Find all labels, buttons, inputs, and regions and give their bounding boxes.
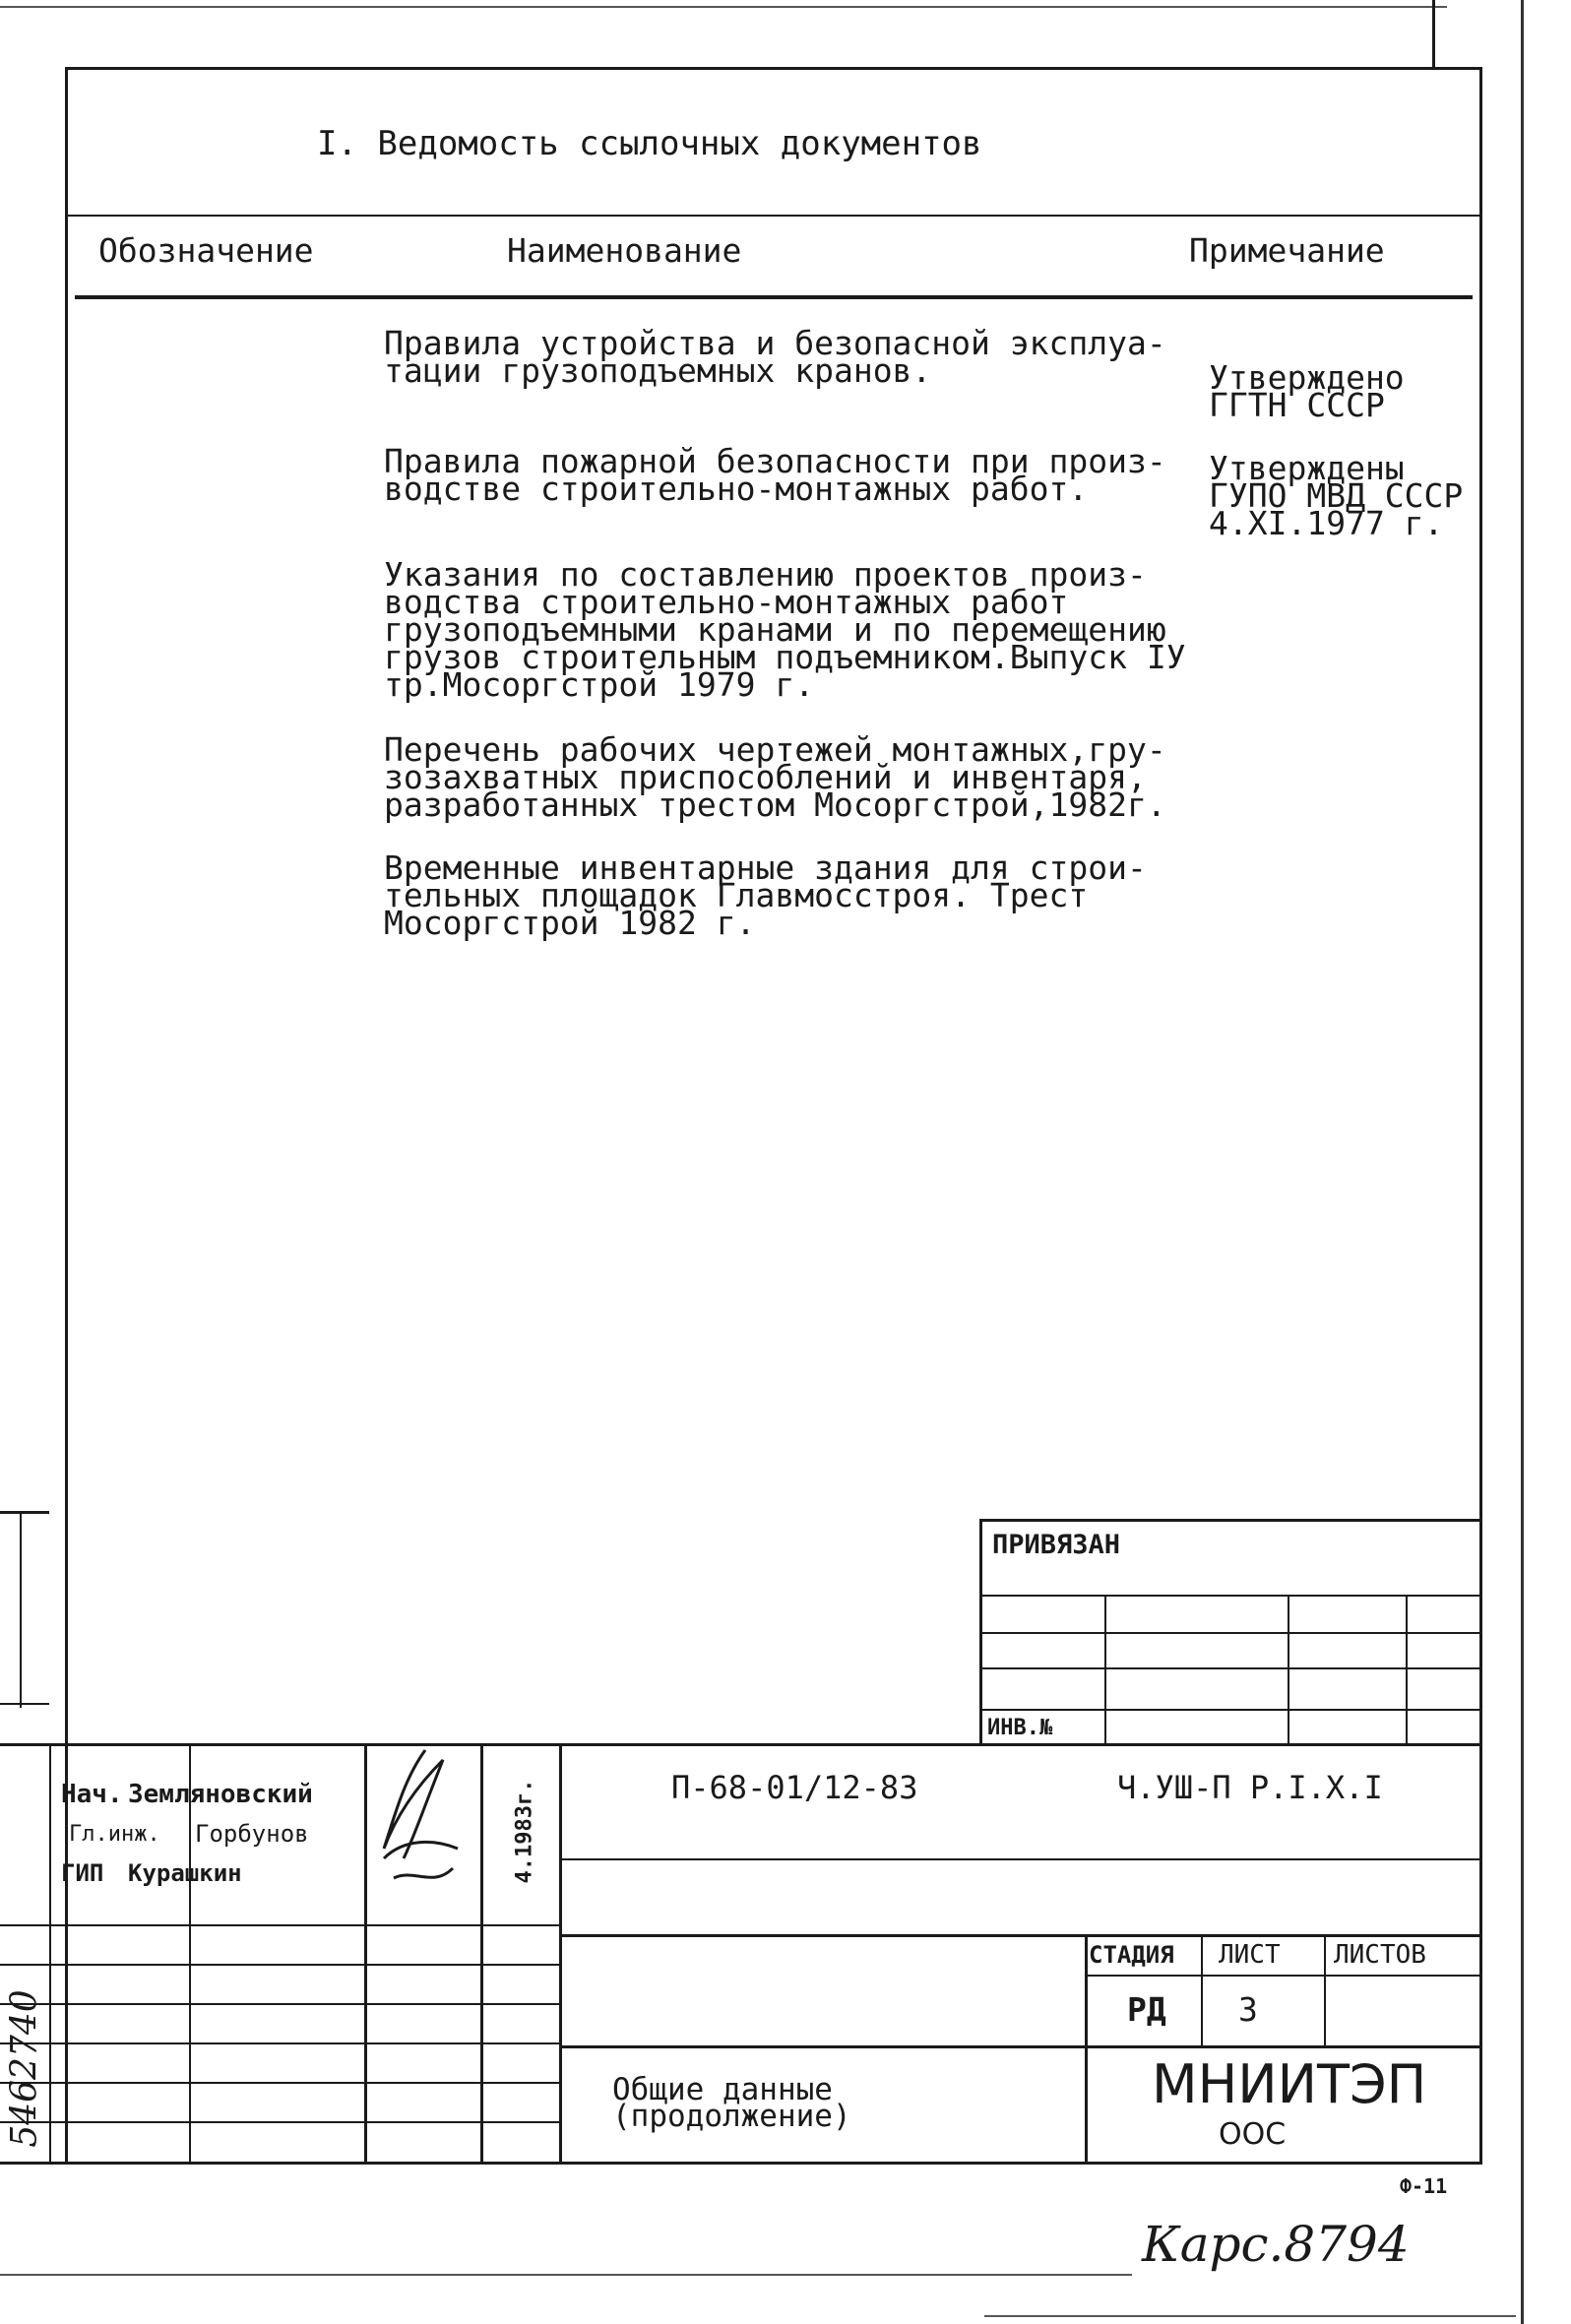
scan-edge-right-2 [1521,0,1524,2324]
left-strip-line-2 [0,1703,49,1705]
person-1: Земляновский [128,1780,313,1809]
header-rule-bottom [75,295,1473,299]
sheets-label: ЛИСТОВ [1334,1940,1426,1970]
page-title: I. Ведомость ссылочных документов [317,124,982,163]
project-part: Ч.УШ-П Р.I.Х.I [1117,1769,1383,1806]
header-designation: Обозначение [98,231,314,270]
form-code: Ф-11 [1400,2174,1448,2198]
row-5-name: Временные инвентарные здания для строи- тельных площадок Главмосстроя. Трест Мосоргстрой 1982 г. [384,848,1147,942]
drawing-title: Общие данные (продолжение) [612,2072,851,2134]
sheet-value: 3 [1238,1990,1258,2029]
row-3-name: Указания по составлению проектов произ- водства строительно-монтажных работ грузоподъемными кранами и по перемещению грузов строительным подъемником.Выпуск IУ тр.Мосоргстрой 1979 г. [384,555,1186,704]
inv-label: ИНВ.№ [987,1716,1053,1740]
left-strip-line [0,1511,49,1514]
person-3: Курашкин [128,1859,242,1887]
header-note: Примечание [1189,231,1385,270]
stamp-date: 4.1983г. [512,1779,537,1884]
scan-edge-bottom-2 [984,2315,1516,2317]
row-1-note: Утверждено ГГТН СССР [1209,358,1405,424]
signature [364,1740,480,1923]
sheet-label: ЛИСТ [1219,1940,1281,1970]
left-strip-line-3 [20,1511,22,1708]
role-3: ГИП [61,1859,104,1887]
handwritten-note: Карс.8794 [1142,2216,1410,2273]
scan-edge-bottom [0,2274,1132,2276]
scan-edge-right [1432,0,1435,69]
role-2: Гл.инж. [69,1822,160,1847]
row-2-note: Утверждены ГУПО МВД СССР 4.XI.1977 г. [1209,449,1464,542]
stage-label: СТАДИЯ [1089,1941,1174,1969]
frame-left [65,67,68,2164]
side-number: 5462740 [4,1989,45,2148]
frame-top [65,67,1482,70]
org-name: МНИИТЭП [1152,2053,1427,2115]
header-name: Наименование [507,231,742,270]
org-sub: ООС [1219,2117,1287,2152]
frame-bottom [0,2162,1482,2165]
role-1: Нач. [61,1780,123,1809]
project-code: П-68-01/12-83 [671,1769,918,1806]
stage-value: РД [1127,1990,1166,2029]
scan-edge-top [0,6,1447,8]
frame-right [1479,67,1482,2164]
row-4-name: Перечень рабочих чертежей монтажных,гру- зозахватных приспособлений и инвентаря, разработанных трестом Мосоргстрой,1982г. [384,730,1166,824]
row-1-name: Правила устройства и безопасной эксплуа- тации грузоподъемных кранов. [384,324,1166,390]
row-2-name: Правила пожарной безопасности при произ- водстве строительно-монтажных работ. [384,442,1166,508]
person-2: Горбунов [195,1820,309,1848]
header-rule-top [65,215,1482,217]
binding-label: ПРИВЯЗАН [992,1530,1121,1560]
